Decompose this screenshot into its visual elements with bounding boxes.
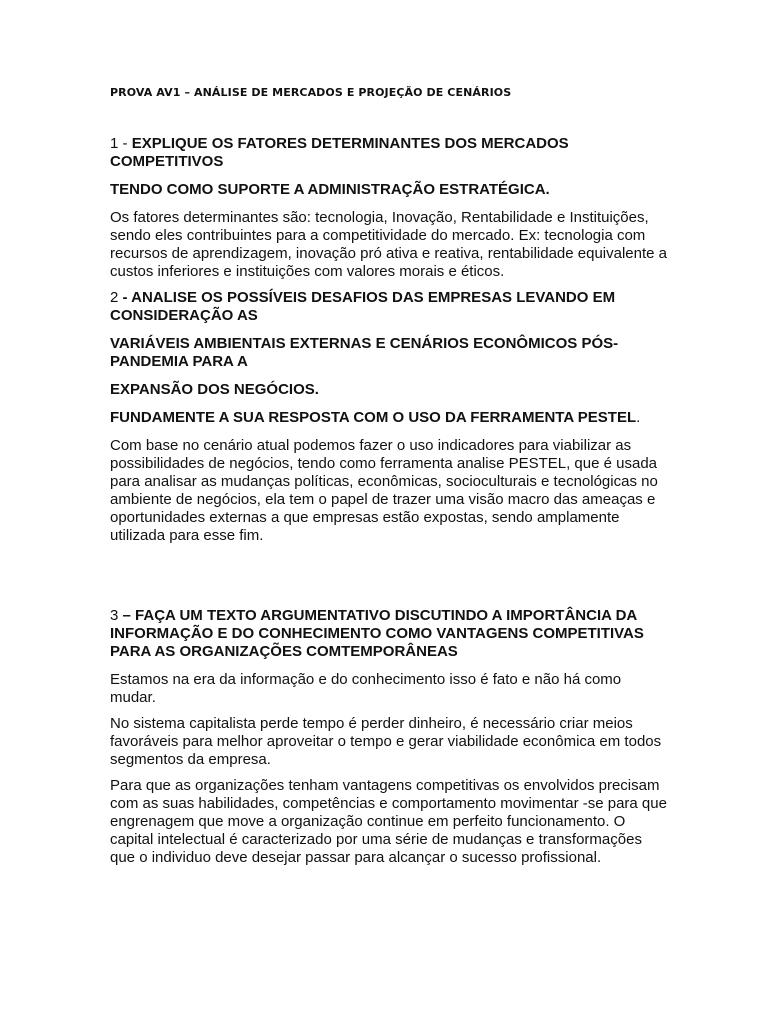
question-3-heading [110, 607, 668, 661]
question-1-number: 1 - [110, 135, 132, 152]
question-3-answer-paragraph-1: Estamos na era da informação e do conhecimento isso é fato e não há como mudar. [110, 671, 622, 706]
question-2-title: - ANALISE OS POSSÍVEIS DESAFIOS DAS EMPRESAS LEVANDO EM CONSIDERAÇÃO AS [110, 289, 616, 324]
question-2-heading [110, 289, 668, 325]
question-2-pestel-period: . [636, 409, 641, 426]
question-2-heading-continuation-2: EXPANSÃO DOS NEGÓCIOS. [110, 381, 319, 398]
question-1-answer: Os fatores determinantes são: tecnologia, Inovação, Rentabilidade e Instituições, sendo eles contribuintes para a competitividade do mercado. Ex: tecnologia com recursos de aprendizagem, inovação pró ativa e reativa, rentabilidade equivalente a custos inferiores e instituições com valores morais e éticos. [110, 209, 668, 280]
document-title: PROVA AV1 – ANÁLISE DE MERCADOS E PROJEÇÃO DE CENÁRIOS [110, 86, 512, 99]
question-2-heading-continuation-1: VARIÁVEIS AMBIENTAIS EXTERNAS E CENÁRIOS ECONÔMICOS PÓS-PANDEMIA PARA A [110, 335, 619, 370]
question-1-heading-continuation: TENDO COMO SUPORTE A ADMINISTRAÇÃO ESTRATÉGICA. [110, 181, 550, 198]
question-2-pestel-instruction: FUNDAMENTE A SUA RESPOSTA COM O USO DA FERRAMENTA PESTEL [110, 409, 637, 426]
section-spacer [110, 553, 668, 607]
question-1-title: EXPLIQUE OS FATORES DETERMINANTES DOS MERCADOS COMPETITIVOS [110, 135, 569, 170]
question-3-answer-paragraph-2: No sistema capitalista perde tempo é perder dinheiro, é necessário criar meios favoráveis para melhor aproveitar o tempo e gerar viabilidade econômica em todos segmentos da empresa. [110, 715, 662, 768]
question-3-number: 3 [110, 607, 123, 624]
question-2-answer: Com base no cenário atual podemos fazer o uso indicadores para viabilizar as possibilidades de negócios, tendo como ferramenta analise PESTEL, que é usada para analisar as mudanças políticas, econômicas, socioculturais e tecnológicas no ambiente de negócios, ela tem o papel de trazer uma visão macro das ameaças e oportunidades externas a que empresas estão expostas, sendo amplamente utilizada para esse fim. [110, 437, 658, 544]
question-2-number: 2 [110, 289, 123, 306]
question-2-heading-continuation-3 [110, 409, 668, 427]
question-3-title: – FAÇA UM TEXTO ARGUMENTATIVO DISCUTINDO A IMPORTÂNCIA DA INFORMAÇÃO E DO CONHECIMENTO COMO VANTAGENS COMPETITIVAS PARA AS ORGANIZAÇÕES COMTEMPORÂNEAS [110, 607, 644, 660]
question-3-answer-paragraph-3: Para que as organizações tenham vantagens competitivas os envolvidos precisam com as suas habilidades, competências e comportamento movimentar -se para que engrenagem que move a organização continue em perfeito funcionamento. O capital intelectual é caracterizado por uma série de mudanças e transformações que o individuo deve desejar passar para alcançar o sucesso profissional. [110, 777, 667, 866]
question-1-heading [110, 135, 668, 171]
